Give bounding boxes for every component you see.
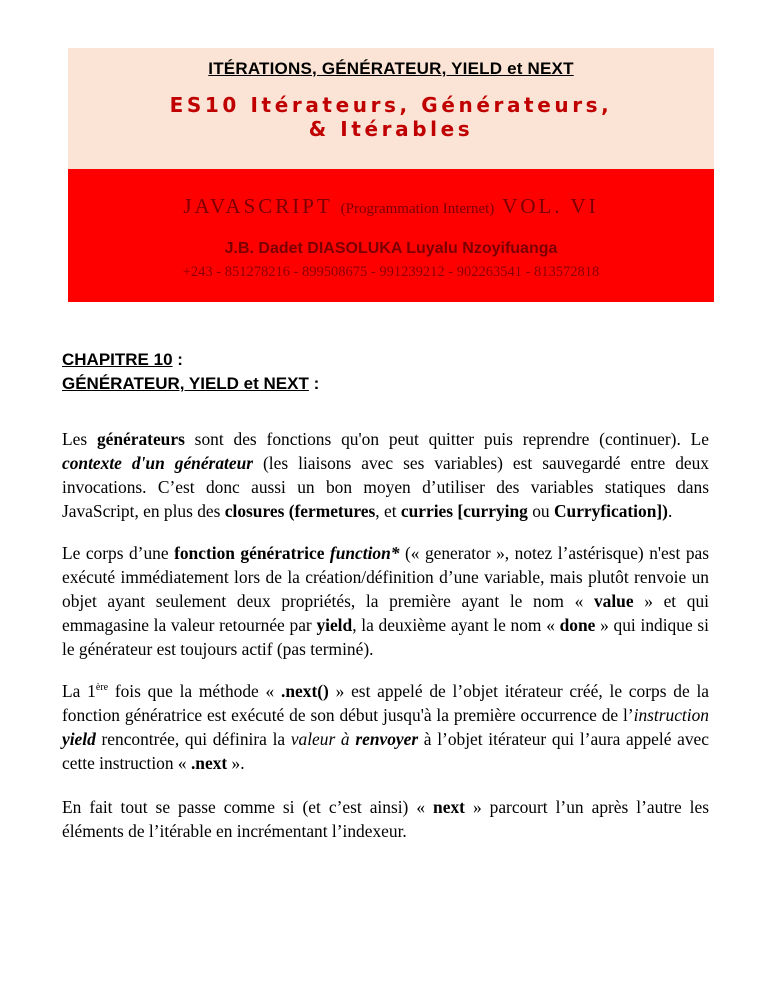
chapter-label: CHAPITRE 10	[62, 350, 173, 369]
title-banner	[68, 48, 714, 169]
series-line	[68, 194, 714, 219]
phone-numbers: +243 - 851278216 - 899508675 - 991239212 - 902263541 - 813572818	[182, 264, 600, 280]
author-name: J.B. Dadet DIASOLUKA Luyalu Nzoyifuanga	[224, 240, 558, 257]
series-name: JAVASCRIPT	[183, 194, 333, 218]
document-subtitle	[68, 93, 714, 141]
paragraph-4: En fait tout se passe comme si (et c’est ainsi) « next » parcourt l’un après l’autre les éléments de l’itérable en incrémentant l’indexeur.	[62, 797, 709, 841]
series-subtitle: (Programmation Internet)	[340, 201, 495, 217]
subtitle-line-1: ES10 Itérateurs, Générateurs,	[169, 93, 613, 117]
chapter-heading: CHAPITRE 10 : GÉNÉRATEUR, YIELD et NEXT :	[62, 350, 320, 393]
author-banner	[68, 169, 714, 302]
document-title: ITÉRATIONS, GÉNÉRATEUR, YIELD et NEXT	[208, 59, 574, 78]
paragraph-2: Le corps d’une fonction génératrice function* (« generator », notez l’astérisque) n'est pas exécuté immédiatement lors de la création/définition d’une variable, mais plutôt renvoie un objet ayant seulement deux propriétés, la première ayant le nom « value » et qui emmagasine la valeur retournée par yield, la deuxième ayant le nom « done » qui indique si le générateur est toujours actif (pas terminé).	[62, 543, 709, 659]
paragraph-1: Les générateurs sont des fonctions qu'on peut quitter puis reprendre (continuer). Le contexte d'un générateur (les liaisons avec ses variables) est sauvegardé entre deux invocations. C’est donc aussi un bon moyen d’utiliser des variables statiques dans JavaScript, en plus des closures (fermetures, et curries [currying ou Curryfication]).	[62, 429, 709, 521]
subtitle-line-2: & Itérables	[308, 117, 474, 141]
chapter-title: GÉNÉRATEUR, YIELD et NEXT	[62, 374, 309, 393]
volume-label: VOL. VI	[502, 194, 599, 218]
paragraph-3: La 1ère fois que la méthode « .next() » est appelé de l’objet itérateur créé, le corps de la fonction génératrice est exécuté de son début jusqu'à la première occurrence de l’instruction yield rencontrée, qui définira la valeur à renvoyer à l’objet itérateur qui l’aura appelé avec cette instruction « .next ».	[62, 681, 709, 773]
body-text	[62, 427, 709, 861]
